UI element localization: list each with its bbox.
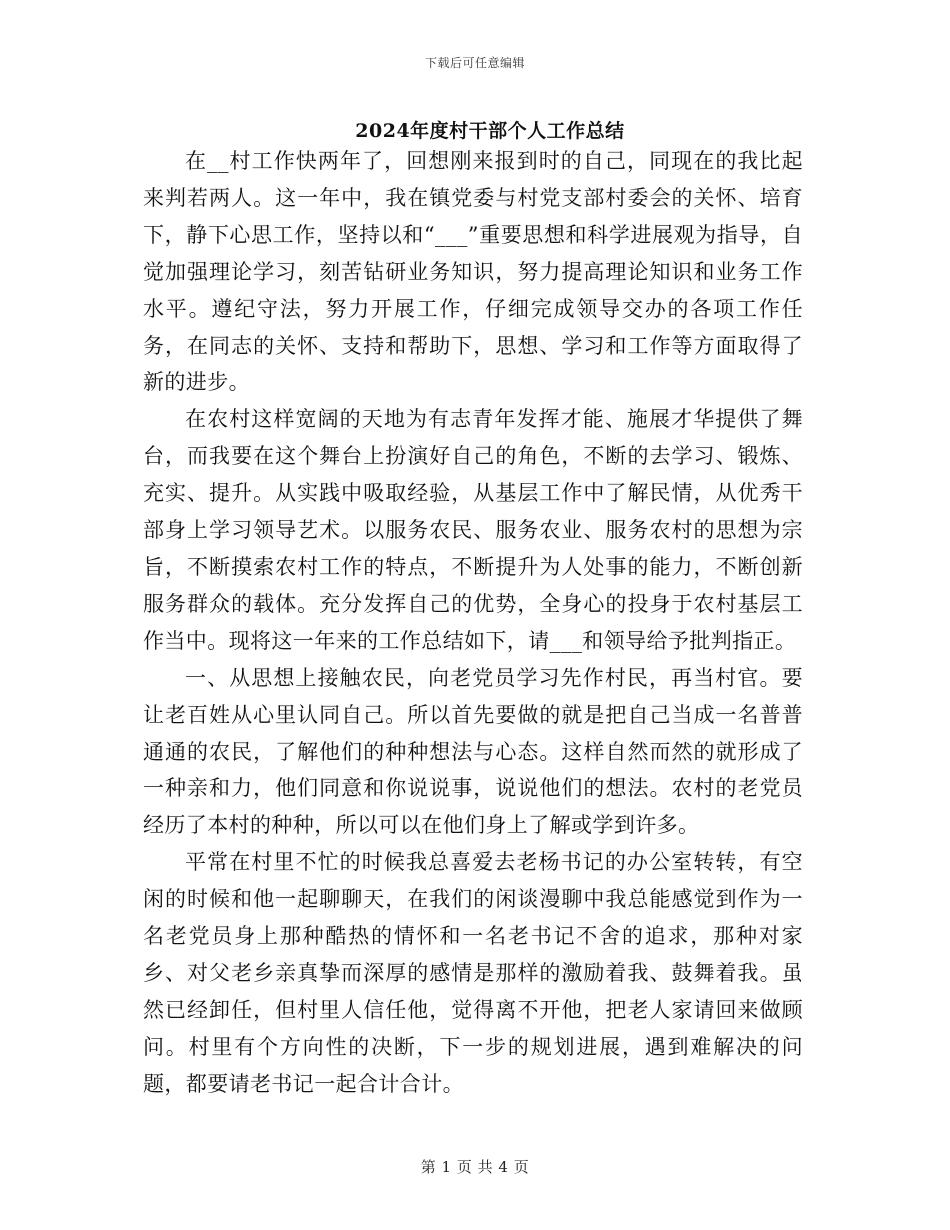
document-title: 2024年度村干部个人工作总结 — [355, 120, 625, 142]
paragraph-old-secretary: 平常在村里不忙的时候我总喜爱去老杨书记的办公室转转，有空闲的时候和他一起聊聊天，在我们的闲谈漫聊中我总能感觉到作为一名老党员身上那种酷热的情怀和一名老书记不舍的追求，那种对家乡、对父老乡亲真挚而深厚的感情是那样的激励着我、鼓舞着我。虽然已经卸任，但村里人信任他，觉得离不开他，把老人家请回来做顾问。村里有个方向性的决断，下一步的规划进展，遇到难解决的问题，都要请老书记一起合计合计。 — [143, 850, 803, 1096]
paragraph-intro: 在__村工作快两年了，回想刚来报到时的自己，同现在的我比起来判若两人。这一年中，我在镇党委与村党支部村委会的关怀、培育下，静下心思工作，坚持以和“___”重要思想和科学进展观为指导，自觉加强理论学习，刻苦钻研业务知识，努力提高理论知识和业务工作水平。遵纪守法，努力开展工作，仔细完成领导交办的各项工作任务，在同志的关怀、支持和帮助下，思想、学习和工作等方面取得了新的进步。 — [143, 149, 803, 395]
paragraph-rural-stage: 在农村这样宽阔的天地为有志青年发挥才能、施展才华提供了舞台，而我要在这个舞台上扮演好自己的角色，不断的去学习、锻炼、充实、提升。从实践中吸取经验，从基层工作中了解民情，从优秀干部身上学习领导艺术。以服务农民、服务农业、服务农村的思想为宗旨，不断摸索农村工作的特点，不断提升为人处事的能力，不断创新服务群众的载体。充分发挥自己的优势，全身心的投身于农村基层工作当中。现将这一年来的工作总结如下，请___和领导给予批判指正。 — [143, 407, 803, 653]
paragraph-section-one: 一、从思想上接触农民，向老党员学习先作村民，再当村官。要让老百姓从心里认同自己。所以首先要做的就是把自己当成一名普普通通的农民，了解他们的种种想法与心态。这样自然而然的就形成了一种亲和力，他们同意和你说说事，说说他们的想法。农村的老党员经历了本村的种种，所以可以在他们身上了解或学到许多。 — [143, 665, 803, 838]
page-number-footer: 第 1 页 共 4 页 — [420, 1158, 530, 1176]
document-body — [143, 143, 803, 1103]
header-note: 下载后可任意编辑 — [424, 56, 525, 70]
